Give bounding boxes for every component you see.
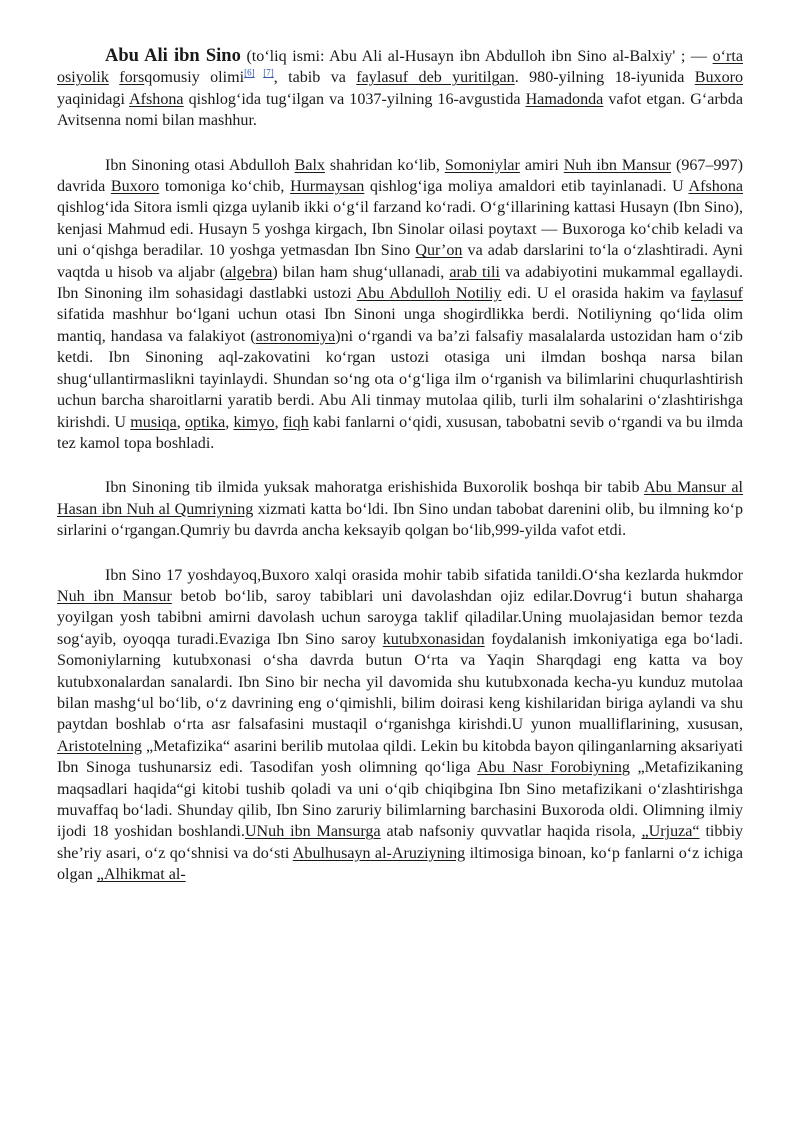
paragraph-medicine [57, 477, 743, 541]
link-hamadonda[interactable]: Hamadonda [525, 90, 604, 108]
link-orta-osiyolik[interactable]: o‘rta osiyolik [57, 48, 743, 87]
text: (967–997) davrida [57, 156, 744, 196]
text: va adab darslarini to‘la o‘zlashtiradi. Ayni vaqtda u hisob va aljabr ( [57, 242, 743, 281]
text: Ibn Sino 17 yoshdayoq,Buxoro xalqi orasida mohir tabib sifatida tanildi.O‘sha kezlarda hukmdor [105, 566, 743, 584]
paragraph-childhood [57, 155, 743, 455]
text: amiri [519, 156, 564, 174]
text: qishlog‘iga moliya amaldori etib tayinlanadi. U [364, 178, 689, 196]
link-abu-nasr-forobiyning[interactable]: Abu Nasr Forobiyning [477, 759, 630, 777]
citation-link-7[interactable]: [7] [263, 68, 274, 79]
text: sifatida mashhur bo‘lgani uchun otasi Ibn Sinoni unga shogirdlikka berdi. Notiliyning qo‘lida olim mantiq, handasa va falakiyot ( [57, 306, 743, 345]
text: betob bo‘lib, saroy tabiblari uni davolashdan ojiz edilar.Dovrug‘i butun shaharga yoyilgan yosh tabibni amirni davolash uchun saroyga taklif qiladilar.Uning muolajasidan bemor tezda sog‘ayib, oyoqqa turadi.Evaziga Ibn Sino saroy [57, 587, 743, 648]
text: qishlog‘ida Sitora ismli qizga uylanib ikki o‘g‘il farzand ko‘radi. O‘g‘illarining kattasi Husayn (Ibn Sino), kenjasi Mahmud edi. Husayn 5 yoshga kirgach, Ibn Sinolar oilasi poytaxt — Buxoroga ko‘chib keladi va uni o‘qishga beradilar. 10 yoshga yetmasdan Ibn Sino [57, 199, 743, 260]
text: vafot etgan. G‘arbda Avitsenna nomi bilan mashhur. [57, 90, 743, 130]
link-hurmaysan[interactable]: Hurmaysan [290, 178, 365, 196]
text: , tabib va [273, 69, 357, 87]
link-kutubxonasidan[interactable]: kutubxonasidan [382, 630, 485, 648]
text: atab nafsoniy quvvatlar haqida risola, [380, 823, 642, 841]
link-musiqa[interactable]: musiqa [130, 413, 177, 431]
link-urjuza[interactable]: „Urjuza“ [641, 823, 700, 841]
text: tibbiy she’riy asari, o‘z qo‘shnisi va do‘sti [57, 823, 743, 862]
text: Ibn Sinoning otasi Abdulloh [105, 156, 295, 174]
link-faylasuf[interactable]: faylasuf [691, 285, 743, 303]
text: foydalanish imkoniyatiga ega bo‘ladi. Somoniylarning kutubxonasi o‘sha davrda butun O‘rta va Yaqin Sharqdagi eng katta va boy kutubxonalardan sanalardi. Ibn Sino bir necha yil davomida shu kutubxonada kecha-yu kunduz mutolaa bilan mashg‘ul bo‘lib, o‘z davrining eng o‘qimishli, bilim doirasi keng kishilaridan biriga aylandi va shu paytdan boshlab o‘rta asr falsafasini mustaqil o‘rganishga kirishdi.U yunon mualliflarining, xususan, [57, 630, 744, 734]
text: iltimosiga binoan, ko‘p fanlarni o‘z ichiga olgan [57, 844, 743, 884]
text: (to‘liq ismi: Abu Ali al-Husayn ibn Abdulloh ibn Sino al-Balxiy' ; — [240, 48, 713, 65]
text: , [225, 413, 234, 431]
citation-group [244, 68, 274, 78]
paragraph-intro [57, 46, 743, 132]
text: xizmati katta bo‘ldi. Ibn Sino undan tabobat darenini olib, bu ilmning ko‘p sirlarini o‘rgangan.Qumriy bu davrda ancha keksayib qolgan bo‘lib,999-yilda vafot etdi. [57, 500, 743, 540]
link-aristotelning[interactable]: Aristotelning [57, 737, 142, 755]
text: shahridan ko‘lib, [325, 156, 445, 174]
text: „Metafizikaning maqsadlari haqida“gi kitobi tushib qoladi va uni o‘qib chiqibgina Ibn Sino metafizikani o‘zlashtirishga muvaffaq bo‘ladi. Shunday qilib, Ibn Sino zaruriy bilimlarning barchasini Buxoroda oldi. Olimning ilmiy ijodi 18 yoshidan boshlandi. [57, 759, 743, 841]
link-nuh-ibn-mansur[interactable]: Nuh ibn Mansur [57, 587, 172, 605]
link-somoniylar[interactable]: Somoniylar [444, 156, 520, 174]
text: , [176, 413, 185, 431]
link-optika[interactable]: optika [184, 413, 226, 431]
link-arab-tili[interactable]: arab tili [449, 263, 500, 281]
link-unuh-ibn-mansurga[interactable]: UNuh ibn Mansurga [244, 823, 381, 841]
link-afshona[interactable]: Afshona [129, 90, 184, 108]
text: , [274, 413, 283, 431]
article-title: Abu Ali ibn Sino [105, 46, 241, 66]
text: ) bilan ham shug‘ullanadi, [272, 263, 450, 281]
text: qishlog‘ida tug‘ilgan va 1037-yilning 16-avgustida [183, 90, 526, 108]
link-nuh-ibn-mansur[interactable]: Nuh ibn Mansur [563, 156, 672, 174]
text: „Metafizika“ asarini berilib mutolaa qildi. Lekin bu kitobda bayon qilinganlarning aksariyati Ibn Sinoga tushunarsiz edi. Tasodifan yosh olimning qo‘liga [57, 737, 743, 777]
link-afshona[interactable]: Afshona [688, 178, 744, 196]
text: qomusiy olimi [144, 69, 245, 87]
text: va adabiyotini mukammal egallaydi. Ibn Sinoning ilm sohasidagi dastlabki ustozi [57, 263, 743, 303]
link-abulhusayn-al-aruziy[interactable]: Abulhusayn al-Aruziyning [292, 844, 466, 862]
link-abu-mansur-al-qumriy[interactable]: Abu Mansur al Hasan ibn Nuh al Qumriyning [57, 479, 743, 518]
citation-link-6[interactable]: [6] [244, 68, 255, 79]
text: yaqinidagi [57, 90, 130, 108]
text: edi. U el orasida hakim va [501, 285, 692, 303]
link-buxoro[interactable]: Buxoro [694, 69, 744, 87]
link-buxoro[interactable]: Buxoro [110, 178, 160, 196]
link-faylasuf-deb-yuritilgan[interactable]: faylasuf deb yuritilgan [356, 69, 515, 87]
link-balx[interactable]: Balx [294, 156, 325, 174]
link-fors[interactable]: fors [119, 69, 145, 87]
link-alhikmat-al[interactable]: „Alhikmat al- [96, 866, 186, 884]
paragraph-career [57, 565, 743, 886]
link-astronomiya[interactable]: astronomiya [255, 327, 336, 345]
link-abu-abdulloh-notiliy[interactable]: Abu Abdulloh Notiliy [356, 285, 502, 303]
link-kimyo[interactable]: kimyo [233, 413, 275, 431]
link-quron[interactable]: Qur’on [415, 242, 463, 260]
text [109, 69, 119, 86]
text: kabi fanlarni o‘qidi, xususan, tabobatni sevib o‘rgandi va bu ilmda tez kamol topa boshladi. [57, 413, 743, 452]
link-fiqh[interactable]: fiqh [282, 413, 309, 431]
text: Ibn Sinoning tib ilmida yuksak mahoratga erishishida Buxorolik boshqa bir tabib [105, 479, 644, 497]
text: . 980-yilning 18-iyunida [514, 69, 695, 87]
link-algebra[interactable]: algebra [225, 263, 273, 281]
text: tomoniga ko‘chib, [159, 178, 291, 196]
text: )ni o‘rgandi va ba’zi falsafiy masalalarda ustozidan ham o‘zib ketdi. Ibn Sinoning aql-zakovatini ko‘rgan ustozi otasiga uni ilmdan boshqa narsa bilan shug‘ullantirmaslikni tayinlaydi. Shundan so‘ng ota o‘g‘liga ilm o‘rganish va bilimlarini chuqurlashtirish uchun barcha sharoitlarni yaratib berdi. Abu Ali tinmay mutolaa qilib, turli ilm sohalarini o‘zlashtirishga kirishdi. U [57, 327, 743, 431]
